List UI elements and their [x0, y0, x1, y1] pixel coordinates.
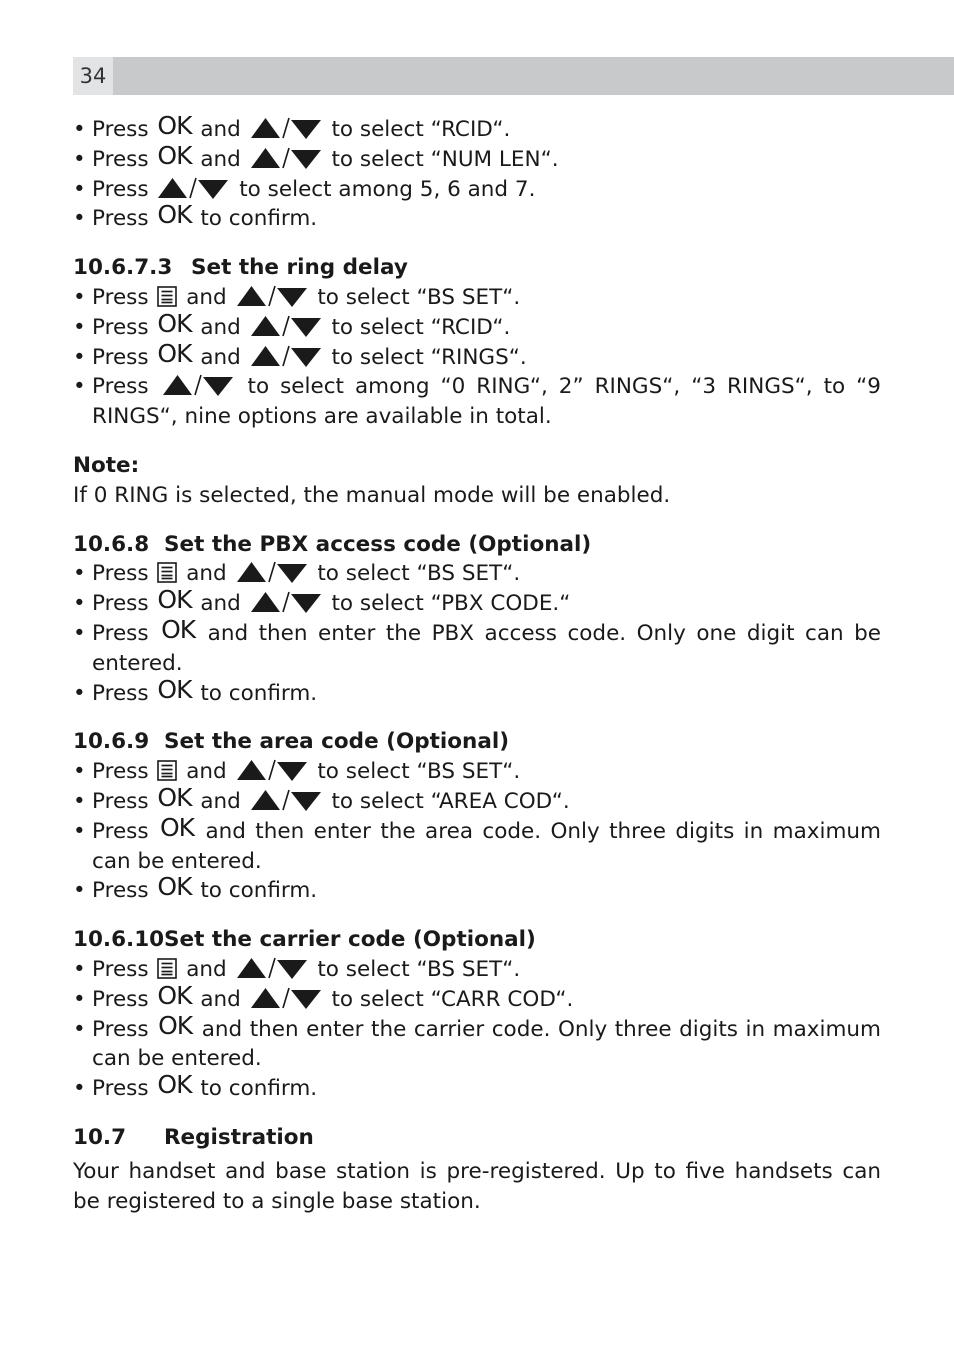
list-item — [73, 782, 881, 817]
step-text: Press — [92, 314, 156, 340]
list-item — [73, 812, 881, 877]
page-header-bar — [73, 57, 954, 95]
note-label: Note: — [73, 452, 140, 478]
step-text: to select “RINGS“. — [324, 344, 527, 370]
ok-key-icon: OK — [157, 585, 192, 615]
step-text: and — [179, 284, 234, 310]
step-text: and — [193, 788, 248, 814]
step-text: and — [193, 591, 248, 617]
step-text: Press — [92, 680, 156, 706]
step-text: to select “BS SET“. — [310, 759, 521, 785]
ok-key-icon: OK — [158, 1010, 193, 1040]
step-text: Press — [92, 344, 156, 370]
step-text: to select among “0 RING“, 2” RINGS“, “3 RINGS“, to “9 RINGS“, nine options are available in total. — [92, 374, 881, 430]
ok-key-icon: OK — [157, 674, 192, 704]
section-number: 10.6.9 — [73, 729, 150, 755]
step-list — [73, 757, 881, 906]
section-title: Registration — [164, 1124, 314, 1150]
ok-key-icon: OK — [157, 1070, 192, 1100]
step-text: Press — [92, 146, 156, 172]
step-text: Press — [92, 956, 156, 982]
ok-key-icon: OK — [157, 200, 192, 230]
ok-key-icon: OK — [159, 812, 195, 842]
step-text: and — [193, 344, 248, 370]
section-number: 10.6.8 — [73, 531, 150, 557]
list-item — [73, 308, 881, 343]
up-down-arrow-icon — [162, 374, 234, 396]
registration-text: Your handset and base station is pre-registered. Up to five handsets can be registered to a single base station. — [73, 1158, 881, 1214]
step-text: to confirm. — [193, 878, 318, 904]
ok-key-icon: OK — [157, 111, 192, 140]
step-text: Press — [92, 561, 156, 587]
section-title: Set the PBX access code (Optional) — [164, 531, 592, 557]
step-text: to select “PBX CODE.“ — [324, 591, 571, 617]
menu-key-icon — [157, 760, 177, 781]
ok-key-icon: OK — [157, 872, 192, 902]
step-text: Press — [92, 591, 156, 617]
section-area-code — [73, 727, 881, 906]
section-heading — [73, 530, 881, 560]
step-text: and — [193, 146, 248, 172]
step-list — [73, 559, 881, 708]
section-number: 10.6.7.3 — [73, 255, 173, 281]
up-down-arrow-icon — [250, 117, 322, 139]
step-text: to select “RCID“. — [324, 117, 511, 142]
step-text: Press — [92, 788, 156, 814]
step-text: and — [179, 759, 234, 785]
step-text: to select among 5, 6 and 7. — [232, 176, 536, 202]
step-text: Press — [92, 759, 156, 785]
list-item — [73, 1070, 881, 1104]
step-text: Press — [92, 878, 156, 904]
page-content — [73, 111, 881, 1235]
up-down-arrow-icon — [250, 147, 322, 169]
section-heading — [73, 1123, 881, 1153]
list-item — [73, 283, 881, 313]
list-item — [73, 872, 881, 906]
menu-key-icon — [157, 562, 177, 583]
step-text: and then enter the PBX access code. Only one digit can be entered. — [92, 620, 881, 676]
step-text: Press — [92, 206, 156, 232]
step-text: and then enter the carrier code. Only three digits in maximum can be entered. — [92, 1016, 881, 1072]
up-down-arrow-icon — [250, 315, 322, 337]
section-ring-delay — [73, 253, 881, 432]
ok-key-icon: OK — [157, 980, 192, 1010]
section-heading — [73, 925, 881, 955]
note-block — [73, 451, 881, 511]
up-down-arrow-icon — [250, 789, 322, 811]
step-text: and — [193, 986, 248, 1012]
list-item — [73, 140, 881, 175]
step-text: to select “BS SET“. — [310, 561, 521, 587]
step-text: Press — [92, 374, 160, 400]
step-text: to confirm. — [193, 680, 318, 706]
step-list — [73, 111, 881, 234]
up-down-arrow-icon — [157, 177, 229, 199]
step-text: Press — [92, 1016, 157, 1042]
list-item — [73, 614, 881, 679]
menu-key-icon — [157, 286, 177, 307]
section-title: Set the area code (Optional) — [164, 729, 510, 755]
section-registration — [73, 1123, 881, 1216]
up-down-arrow-icon — [236, 561, 308, 583]
list-item — [73, 200, 881, 234]
list-item — [73, 980, 881, 1015]
ok-key-icon: OK — [157, 782, 192, 812]
up-down-arrow-icon — [250, 987, 322, 1009]
list-item — [73, 674, 881, 709]
step-text: to select “BS SET“. — [310, 956, 521, 982]
step-text: to select “CARR COD“. — [324, 986, 574, 1012]
list-item — [73, 757, 881, 787]
step-text: and — [179, 956, 234, 982]
step-text: to confirm. — [193, 1076, 318, 1102]
step-text: to select “RCID“. — [324, 314, 511, 340]
step-text: to select “AREA COD“. — [324, 788, 570, 814]
list-item — [73, 175, 881, 205]
list-item — [73, 111, 881, 145]
step-text: to select “NUM LEN“. — [324, 146, 559, 172]
up-down-arrow-icon — [236, 285, 308, 307]
step-text: Press — [92, 818, 158, 844]
step-text: Press — [92, 284, 156, 310]
note-text: If 0 RING is selected, the manual mode will be enabled. — [73, 482, 671, 508]
step-list — [73, 283, 881, 432]
up-down-arrow-icon — [236, 957, 308, 979]
step-text: Press — [92, 986, 156, 1012]
intro-steps — [73, 111, 881, 234]
list-item — [73, 372, 881, 432]
step-list — [73, 955, 881, 1104]
ok-key-icon: OK — [157, 338, 192, 368]
step-text: Press — [92, 176, 156, 202]
step-text: Press — [92, 117, 156, 142]
section-heading — [73, 253, 881, 283]
up-down-arrow-icon — [250, 345, 322, 367]
step-text: to confirm. — [193, 206, 318, 232]
step-text: and — [179, 561, 234, 587]
section-title: Set the carrier code (Optional) — [164, 927, 536, 953]
step-text: and then enter the area code. Only three digits in maximum can be entered. — [92, 818, 881, 874]
section-pbx-code — [73, 530, 881, 709]
section-number: 10.6.10 — [73, 927, 165, 953]
menu-key-icon — [157, 958, 177, 979]
list-item — [73, 559, 881, 589]
up-down-arrow-icon — [250, 591, 322, 613]
section-carrier-code — [73, 925, 881, 1104]
list-item — [73, 1010, 881, 1075]
section-title: Set the ring delay — [191, 255, 408, 281]
ok-key-icon: OK — [157, 308, 192, 338]
section-heading — [73, 727, 881, 757]
up-down-arrow-icon — [236, 759, 308, 781]
step-text: Press — [92, 620, 160, 646]
list-item — [73, 338, 881, 373]
list-item — [73, 955, 881, 985]
step-text: to select “BS SET“. — [310, 284, 521, 310]
step-text: and — [193, 314, 248, 340]
section-number: 10.7 — [73, 1124, 127, 1150]
ok-key-icon: OK — [161, 614, 196, 644]
step-text: Press — [92, 1076, 156, 1102]
page-number: 34 — [73, 57, 113, 95]
step-text: and — [193, 117, 248, 142]
ok-key-icon: OK — [157, 140, 192, 170]
